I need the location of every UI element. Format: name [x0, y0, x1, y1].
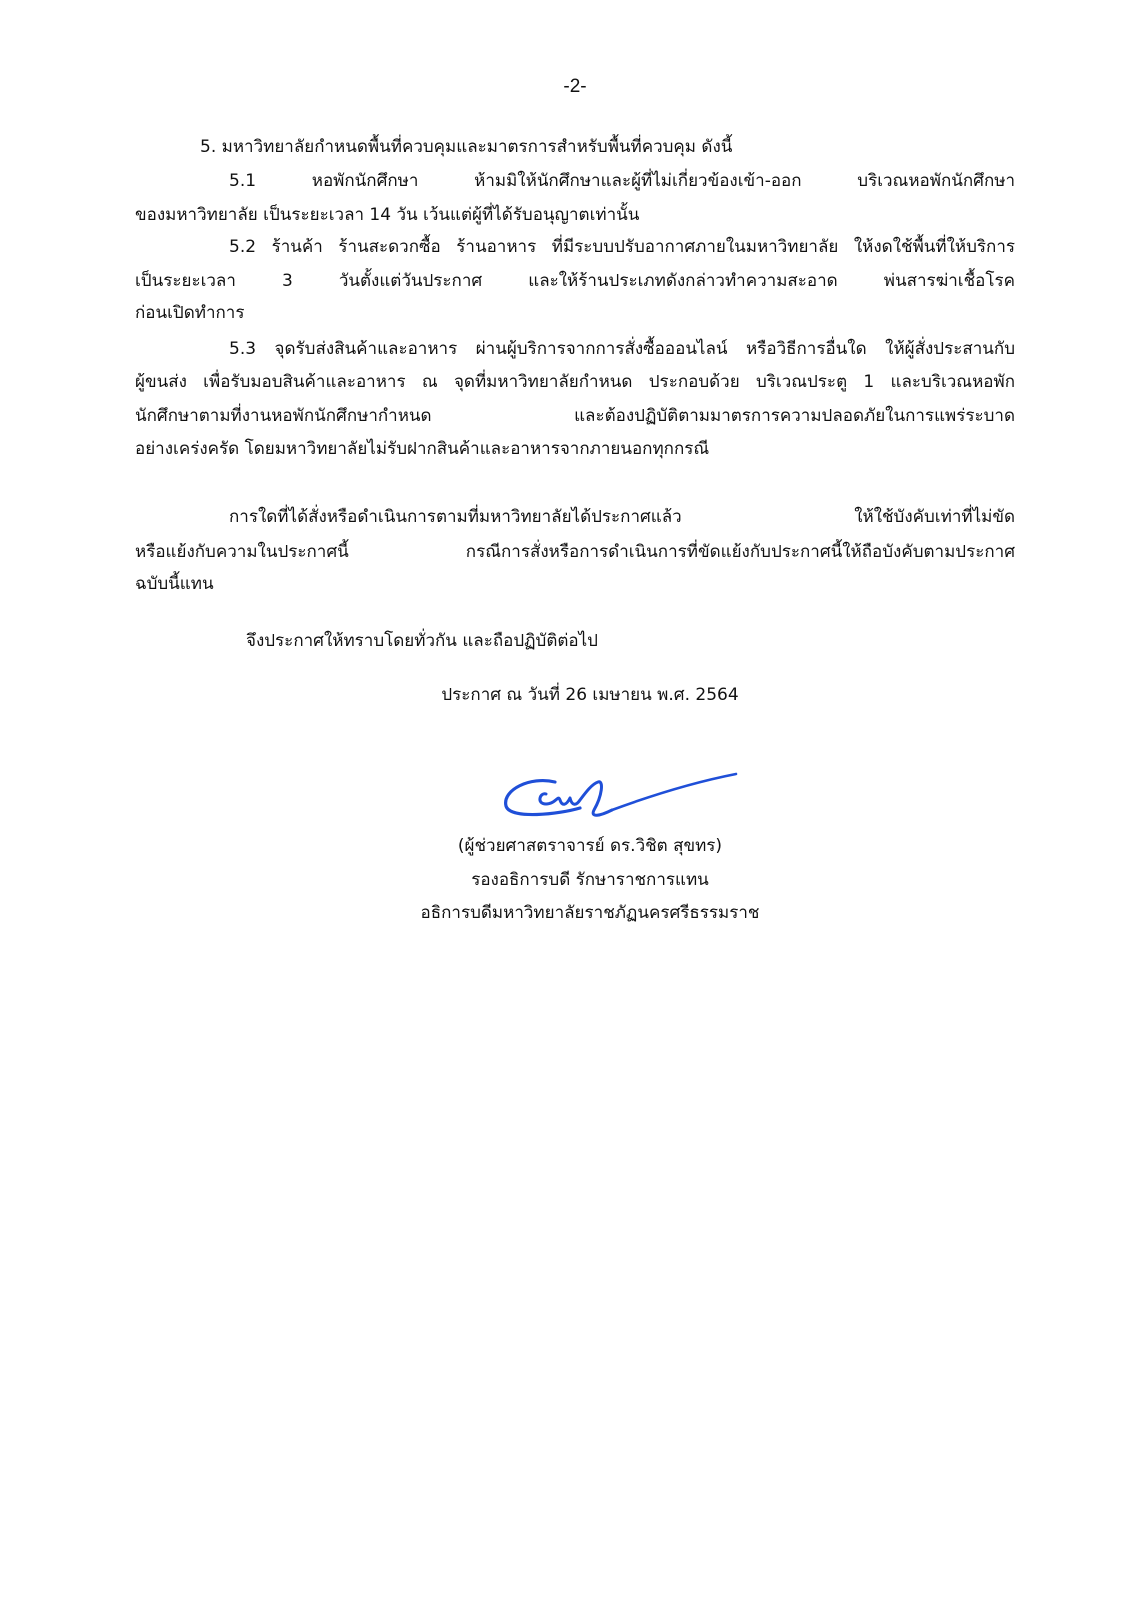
date-line: ประกาศ ณ วันที่ 26 เมษายน พ.ศ. 2564	[441, 685, 739, 705]
handwritten-signature	[500, 770, 750, 840]
closing-line-1: การใดที่ได้สั่งหรือดำเนินการตามที่มหาวิทยาลัยได้ประกาศแล้ว ให้ใช้บังคับเท่าที่ไม่ขัด	[229, 507, 1015, 527]
item-5-2-line-1: 5.2 ร้านค้า ร้านสะดวกซื้อ ร้านอาหาร ที่มีระบบปรับอากาศภายในมหาวิทยาลัย ให้งดใช้พื้นที่ให้บริการ	[229, 237, 1015, 257]
item-5-3-line-1: 5.3 จุดรับส่งสินค้าและอาหาร ผ่านผู้บริการจากการสั่งซื้อออนไลน์ หรือวิธีการอื่นใด ให้ผู้สั่งประสานกับ	[229, 339, 1015, 359]
item-5-1-line-2: ของมหาวิทยาลัย เป็นระยะเวลา 14 วัน เว้นแต่ผู้ที่ได้รับอนุญาตเท่านั้น	[135, 205, 640, 225]
signature-stroke-3	[612, 774, 736, 810]
closing-line-3: ฉบับนี้แทน	[135, 574, 214, 594]
page-number: -2-	[563, 76, 587, 97]
section-heading: 5. มหาวิทยาลัยกำหนดพื้นที่ควบคุมและมาตรการสำหรับพื้นที่ควบคุม ดังนี้	[200, 137, 733, 157]
item-5-1-line-1: 5.1 หอพักนักศึกษา ห้ามมิให้นักศึกษาและผู้ที่ไม่เกี่ยวข้องเข้า-ออก บริเวณหอพักนักศึกษา	[229, 171, 1015, 191]
item-5-2-line-3: ก่อนเปิดทำการ	[135, 303, 245, 323]
item-5-3-line-3: นักศึกษาตามที่งานหอพักนักศึกษากำหนด และต้องปฏิบัติตามมาตรการความปลอดภัยในการแพร่ระบาด	[135, 406, 1015, 426]
item-5-3-line-4: อย่างเคร่งครัด โดยมหาวิทยาลัยไม่รับฝากสินค้าและอาหารจากภายนอกทุกกรณี	[135, 439, 710, 459]
closing-line-2: หรือแย้งกับความในประกาศนี้ กรณีการสั่งหรือการดำเนินการที่ขัดแย้งกับประกาศนี้ให้ถือบังคับตามประกาศ	[135, 542, 1015, 562]
signatory-position-2: อธิการบดีมหาวิทยาลัยราชภัฏนครศรีธรรมราช	[420, 903, 760, 923]
item-5-2-line-2: เป็นระยะเวลา 3 วันตั้งแต่วันประกาศ และให้ร้านประเภทดังกล่าวทำความสะอาด พ่นสารฆ่าเชื้อโรค	[135, 271, 1015, 291]
signatory-name: (ผู้ช่วยศาสตราจารย์ ดร.วิชิต สุขทร)	[457, 836, 723, 856]
signatory-position-1: รองอธิการบดี รักษาราชการแทน	[471, 870, 709, 890]
announcement-line: จึงประกาศให้ทราบโดยทั่วกัน และถือปฏิบัติต่อไป	[246, 631, 598, 651]
item-5-3-line-2: ผู้ขนส่ง เพื่อรับมอบสินค้าและอาหาร ณ จุดที่มหาวิทยาลัยกำหนด ประกอบด้วย บริเวณประตู 1 และบริเวณหอพัก	[135, 372, 1015, 392]
